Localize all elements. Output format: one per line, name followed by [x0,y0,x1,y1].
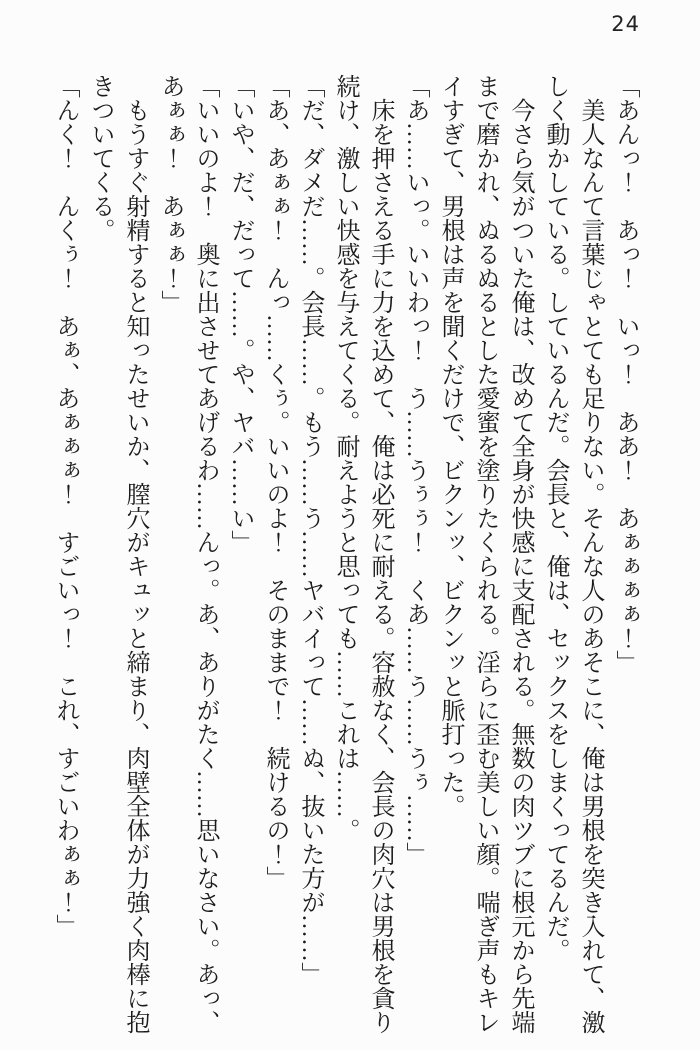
vertical-text-block [47,74,642,1036]
page-number: 24 [611,12,640,36]
text-line: 「んく！ んくぅ！ あぁ、あぁぁぁ！ すごいっ！ これ、すごいわぁぁ！」 [52,74,78,938]
text-line: 「いいのよ！ 奥に出させてあげるわ……んっ。あ、ありがたく……思いなさい。あっ、 [192,74,218,1034]
text-line: 「あんっ！ あっ！ いっ！ ああ！ あぁぁぁぁ！」 [612,74,638,674]
text-line: 「だ、ダメだ……。会長……。もう……う……ヤバイって……ぬ、抜いた方が……」 [297,74,323,986]
text-line: しく動かしている。しているんだ。会長と、俺は、セックスをしまくってるんだ。 [542,74,568,962]
text-line: 「あ……いっ。いいわっ！ う……うぅぅ！ くあ……う……うぅ……」 [402,74,428,866]
text-line: まで磨かれ、ぬるぬるとした愛蜜を塗りたくられる。淫らに歪む美しい顔。喘ぎ声もキレ [472,74,498,1034]
text-line: あぁぁ！ あぁぁ！」 [157,74,183,314]
text-line: 「いや、だ、だって……。や、ヤバ……い」 [227,74,253,554]
text-line: 今さら気がついた俺は、改めて全身が快感に支配される。無数の肉ツブに根元から先端 [507,98,533,1034]
text-line: きついてくる。 [87,74,113,242]
text-line: もうすぐ射精すると知ったせいか、膣穴がキュッと締まり、肉壁全体が力強く肉棒に抱 [122,98,148,1034]
text-line: 美人なんて言葉じゃとても足りない。そんな人のあそこに、俺は男根を突き入れて、激 [577,98,603,1034]
text-line: 床を押さえる手に力を込めて、俺は必死に耐える。容赦なく、会長の肉穴は男根を貪り [367,98,393,1034]
text-line: 「あ、あぁぁ！ んっ……くぅ。いいのよ！ そのままで！ 続けるの！」 [262,74,288,890]
text-line: 続け、激しい快感を与えてくる。耐えようと思っても……これは……。 [332,74,358,842]
text-line: イすぎて、男根は声を聞くだけで、ビクンッ、ビクンッと脈打った。 [437,74,463,818]
